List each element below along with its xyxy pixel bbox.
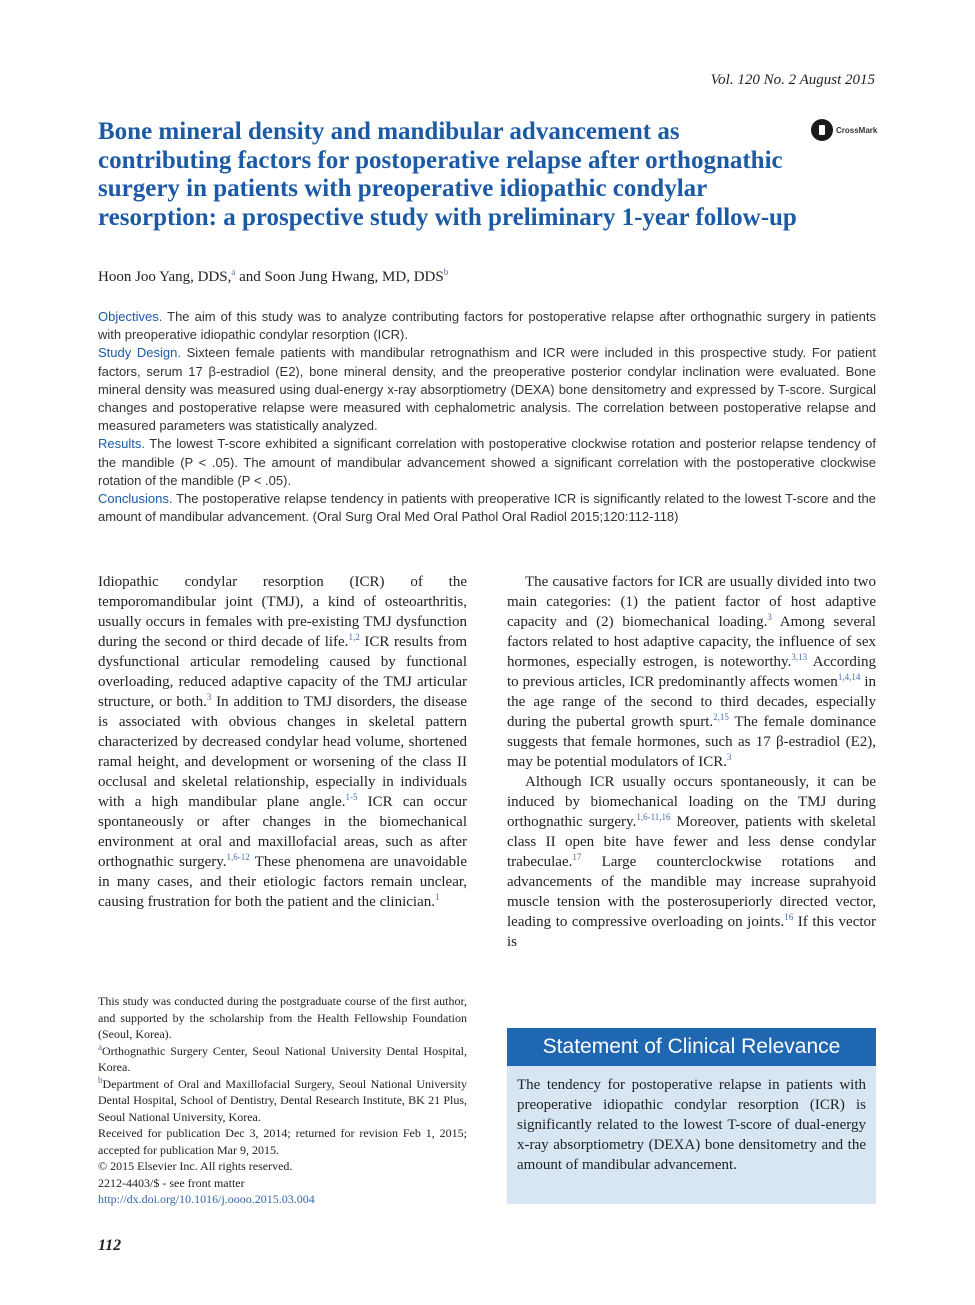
- author-name: Soon Jung Hwang, MD, DDS: [264, 269, 444, 285]
- body-text: These phenomena are unavoidable in many cases, and their etiologic factors remain unclear, causing frustration for both the patient and the clinician.: [98, 854, 467, 910]
- citation-link[interactable]: 1,2: [348, 632, 360, 642]
- citation-link[interactable]: 17: [572, 852, 582, 862]
- citation-link[interactable]: 1,4,14: [837, 672, 861, 682]
- body-text: Among several factors related to host adaptive capacity, the influence of sex hormones, especially estrogen, is noteworthy.: [507, 614, 876, 670]
- author-name: Hoon Joo Yang, DDS,: [98, 269, 232, 285]
- funding-note: This study was conducted during the postgraduate course of the first author, and supported by the scholarship from the Health Fellowship Foundation (Seoul, Korea).: [98, 994, 467, 1041]
- abstract-conclusions: [98, 490, 876, 526]
- body-text: Large counterclockwise rotations and advancements of the mandible may increase suprahyoid muscle tension with the posterosuperiorly directed vector, leading to compressive overloading on joints.: [507, 854, 876, 930]
- body-text: Although ICR usually occurs spontaneously, it can be induced by biomechanical loading on the TMJ during orthognathic surgery.: [507, 774, 876, 830]
- body-text: ICR results from dysfunctional articular remodeling caused by functional overloading, reduced adaptive capacity of the TMJ articular structure, or both.: [98, 634, 467, 710]
- citation-link[interactable]: 16: [784, 912, 794, 922]
- body-text: Idiopathic condylar resorption (ICR) of the temporomandibular joint (TMJ), a kind of osteoarthritis, usually occurs in females with pre-existing TMJ dysfunction during the second or third decade of life.: [98, 574, 467, 650]
- abstract-results: [98, 435, 876, 490]
- page-number: 112: [98, 1237, 122, 1254]
- article-title: Bone mineral density and mandibular advancement as contributing factors for postoperative relapse after orthognathic surgery in patients with preoperative idiopathic condylar resorption: a prospective study with preliminary 1-year follow-up: [98, 118, 797, 231]
- body-text: According to previous articles, ICR predominantly affects women: [507, 654, 877, 690]
- affiliation-marker[interactable]: a: [231, 267, 236, 277]
- body-text: in the age range of the second to third decades, especially during the pubertal growth spurt.: [507, 674, 876, 730]
- abstract-text: Sixteen female patients with mandibular retrognathism and ICR were included in this prospective study. For patient factors, serum 17 β-estradiol (E2), bone mineral density, and the preoperative posterior condylar inclination were evaluated. Bone mineral density was measured using dual-energy x-ray absorptiometry (DEXA) bone densitometry and expressed by T-score. Surgical changes and postoperative relapse were measured with cephalometric analysis. The correlation between postoperative relapse and measured parameters was statistically analyzed.: [98, 345, 877, 434]
- body-text: Moreover, patients with skeletal class II open bite have fewer and less dense condylar trabeculae.: [507, 814, 876, 870]
- body-column-right: [507, 572, 876, 952]
- crossmark-icon: [811, 119, 833, 141]
- body-text: If this vector is: [507, 914, 877, 950]
- citation-link[interactable]: 2,15: [713, 712, 729, 722]
- journal-issue-info: Vol. 120 No. 2 August 2015: [710, 72, 875, 88]
- body-paragraph: [98, 572, 467, 912]
- issn-line: 2212-4403/$ - see front matter: [98, 1175, 245, 1190]
- clinical-relevance-text: The tendency for postoperative relapse in patients with preoperative idiopathic condylar resorption (ICR) is significantly related to the lowest T-score of dual-energy x-ray absorptiometry (DEXA) bone densitometry and the amount of mandibular advancement.: [517, 1077, 866, 1173]
- abstract-objectives: [98, 308, 876, 344]
- doi-line: [98, 1191, 467, 1208]
- abstract-heading: Objectives.: [98, 309, 163, 324]
- affiliation-a: [98, 1043, 467, 1076]
- copyright-line: © 2015 Elsevier Inc. All rights reserved.: [98, 1159, 293, 1173]
- citation-link[interactable]: 3: [206, 692, 212, 702]
- citation-link[interactable]: 3: [726, 752, 732, 762]
- body-paragraph: [507, 572, 876, 772]
- abstract-heading: Results.: [98, 436, 145, 452]
- abstract-text: The lowest T-score exhibited a significant correlation with postoperative clockwise rotation and posterior relapse tendency of the mandible (P < .05). The amount of mandibular advancement showed a significant correlation with the postoperative clockwise rotation of the mandible (P < .05).: [98, 436, 876, 488]
- affiliation-text: Orthognathic Surgery Center, Seoul National University Dental Hospital, Korea.: [98, 1043, 467, 1074]
- citation-link[interactable]: 1,6-12: [226, 852, 250, 862]
- footnotes: [98, 993, 467, 1208]
- abstract-heading: Conclusions.: [98, 491, 173, 507]
- citation-link[interactable]: 1-5: [345, 792, 358, 802]
- body-text: In addition to TMJ disorders, the disease is associated with obvious changes in skeletal pattern characterized by decreased condylar head volume, shortened ramal height, and development or worsening of the class II occlusal and skeletal relationship, especially in individuals with a high mandibular plane angle.: [98, 694, 467, 810]
- citation-link[interactable]: 1: [434, 892, 440, 902]
- affiliation-text: Department of Oral and Maxillofacial Surgery, Seoul National University Dental Hospital, School of Dentistry, Dental Research Institute, BK 21 Plus, Seoul National University, Korea.: [98, 1076, 467, 1124]
- citation-link[interactable]: 1,6-11,16: [636, 812, 671, 822]
- clinical-relevance-box: [507, 1028, 876, 1204]
- abstract-design: [98, 344, 876, 435]
- abstract-text: The aim of this study was to analyze contributing factors for postoperative relapse after orthognathic surgery in patients with preoperative idiopathic condylar resorption (ICR).: [98, 309, 876, 343]
- crossmark-label: CrossMark: [836, 125, 878, 135]
- doi-link[interactable]: http://dx.doi.org/10.1016/j.oooo.2015.03.004: [98, 1192, 315, 1206]
- body-column-left: [98, 572, 467, 912]
- affiliation-marker[interactable]: b: [443, 267, 449, 277]
- crossmark-badge[interactable]: [811, 118, 881, 142]
- citation-link[interactable]: 3: [767, 612, 772, 622]
- publication-dates: Received for publication Dec 3, 2014; returned for revision Feb 1, 2015; accepted for publication Mar 9, 2015.: [98, 1126, 467, 1157]
- affiliation-marker: a: [98, 1041, 102, 1052]
- abstract-text: The postoperative relapse tendency in patients with preoperative ICR is significantly related to the lowest T-score and the amount of mandibular advancement. (Oral Surg Oral Med Oral Pathol Oral Radiol 2015;120:112-118): [98, 491, 876, 525]
- affiliation-b: [98, 1076, 467, 1126]
- citation-link[interactable]: 3,13: [791, 652, 808, 662]
- body-paragraph: [507, 772, 876, 952]
- body-text: The female dominance suggests that female hormones, such as 17 β-estradiol (E2), may be potential modulators of ICR.: [507, 714, 876, 770]
- author-conjunction: and: [235, 269, 265, 285]
- abstract-heading: Study Design.: [98, 345, 181, 361]
- author-line: [98, 269, 448, 286]
- abstract: [98, 308, 876, 526]
- clinical-relevance-heading: Statement of Clinical Relevance: [507, 1028, 876, 1066]
- body-text: ICR can occur spontaneously or after changes in the biomechanical environment at oral and maxillofacial areas, such as after orthognathic surgery.: [98, 794, 467, 870]
- affiliation-marker: b: [98, 1074, 103, 1085]
- body-text: The causative factors for ICR are usually divided into two main categories: (1) the patient factor of host adaptive capacity and (2) biomechanical loading.: [507, 574, 876, 630]
